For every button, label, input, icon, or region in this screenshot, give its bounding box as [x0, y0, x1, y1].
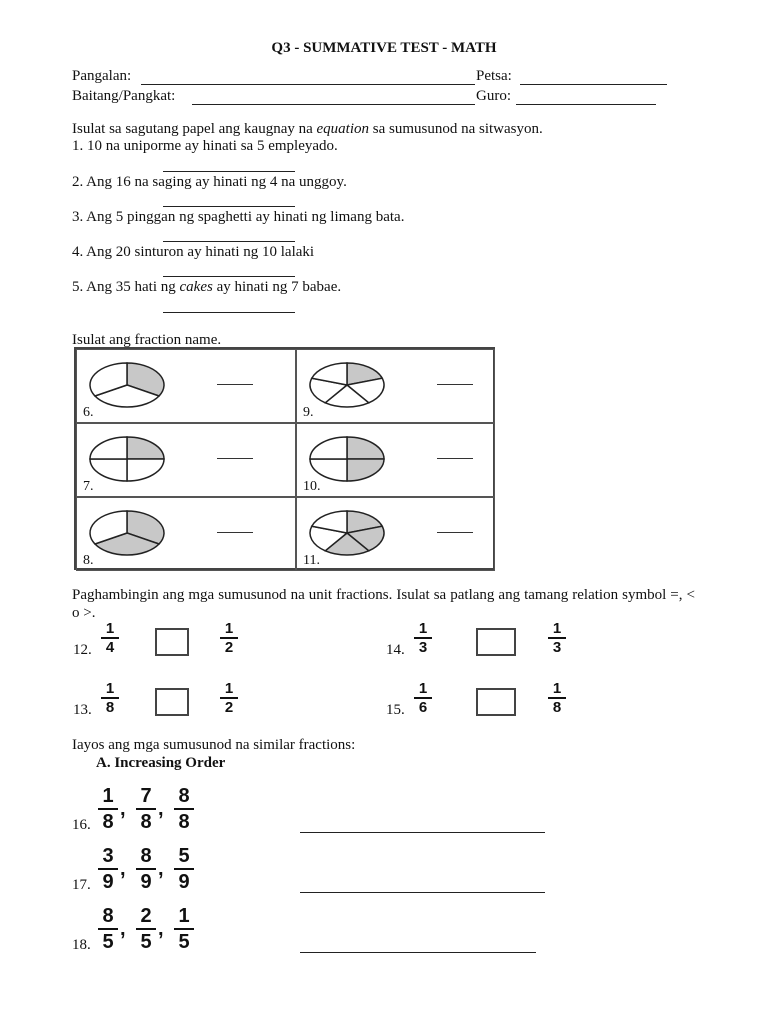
item-number: 6.	[83, 405, 94, 420]
fraction	[136, 906, 156, 952]
fraction-circle-icon	[85, 506, 169, 560]
unshaded-slice	[310, 459, 347, 481]
name-label: Pangalan:	[72, 68, 132, 84]
numerator: 3	[102, 845, 114, 867]
item-number: 7.	[83, 479, 94, 494]
comma-separator: ,	[120, 918, 126, 940]
fraction	[174, 786, 194, 832]
numerator: 1	[105, 680, 115, 697]
fraction-cell	[296, 497, 495, 571]
denominator: 3	[552, 639, 562, 656]
fraction-cell	[296, 423, 495, 497]
fraction	[98, 786, 118, 832]
date-label: Petsa:	[476, 68, 512, 84]
equation-item: 3. Ang 5 pinggan ng spaghetti ay hinati ng limang bata.	[72, 209, 405, 225]
comma-separator: ,	[120, 858, 126, 880]
fraction-cell	[296, 349, 495, 423]
fraction	[414, 681, 432, 715]
relation-symbol-box[interactable]	[476, 688, 516, 716]
denominator: 5	[102, 931, 114, 953]
unshaded-slice	[90, 459, 127, 481]
answer-line[interactable]	[300, 892, 545, 893]
section2-instruction: Isulat ang fraction name.	[72, 332, 222, 348]
fraction	[414, 621, 432, 655]
item-number: 9.	[303, 405, 314, 420]
numerator: 8	[102, 905, 114, 927]
page-title: Q3 - SUMMATIVE TEST - MATH	[271, 40, 497, 56]
fraction	[101, 681, 119, 715]
numerator: 1	[102, 785, 114, 807]
fraction-cell	[76, 349, 296, 423]
numerator: 1	[224, 680, 234, 697]
answer-line[interactable]	[163, 206, 295, 207]
relation-symbol-box[interactable]	[155, 688, 189, 716]
unshaded-slice	[90, 437, 127, 459]
section4-instruction: Iayos ang mga sumusunod na similar fractions:	[72, 737, 356, 753]
fraction-bar	[136, 808, 156, 810]
answer-line[interactable]	[300, 832, 545, 833]
denominator: 2	[224, 699, 234, 716]
relation-symbol-box[interactable]	[155, 628, 189, 656]
equation-item: 2. Ang 16 na saging ay hinati ng 4 na unggoy.	[72, 174, 347, 190]
answer-blank[interactable]	[217, 384, 253, 385]
item-number: 18.	[72, 937, 91, 953]
equation-item: 4. Ang 20 sinturon ay hinati ng 10 lalaki	[72, 244, 315, 260]
numerator: 1	[224, 620, 234, 637]
date-field[interactable]	[520, 84, 667, 85]
numerator: 1	[552, 620, 562, 637]
item-number: 8.	[83, 553, 94, 568]
fraction-bar	[136, 868, 156, 870]
denominator: 9	[102, 871, 114, 893]
fraction	[548, 621, 566, 655]
answer-line[interactable]	[300, 952, 536, 953]
shaded-slice	[347, 437, 384, 459]
fraction-circle-icon	[305, 432, 389, 486]
numerator: 1	[418, 620, 428, 637]
item-number: 13.	[73, 702, 92, 718]
shaded-slice	[127, 437, 164, 459]
fraction	[220, 681, 238, 715]
item-number: 11.	[303, 553, 320, 568]
answer-blank[interactable]	[437, 458, 473, 459]
comma-separator: ,	[158, 858, 164, 880]
numerator: 5	[178, 845, 190, 867]
denominator: 2	[224, 639, 234, 656]
fraction-bar	[136, 928, 156, 930]
denominator: 6	[418, 699, 428, 716]
relation-symbol-box[interactable]	[476, 628, 516, 656]
denominator: 5	[140, 931, 152, 953]
fraction	[136, 846, 156, 892]
equation-item: 1. 10 na uniporme ay hinati sa 5 empleyado.	[72, 138, 338, 154]
fraction	[98, 906, 118, 952]
denominator: 9	[178, 871, 190, 893]
denominator: 5	[178, 931, 190, 953]
numerator: 1	[105, 620, 115, 637]
numerator: 1	[418, 680, 428, 697]
equation-item: 5. Ang 35 hati ng cakes ay hinati ng 7 babae.	[72, 279, 342, 295]
answer-blank[interactable]	[437, 384, 473, 385]
fraction-cell	[76, 423, 296, 497]
fraction-circle-icon	[305, 506, 389, 560]
numerator: 8	[140, 845, 152, 867]
denominator: 9	[140, 871, 152, 893]
teacher-label: Guro:	[476, 88, 511, 104]
item-number: 15.	[386, 702, 405, 718]
fraction-circle-icon	[305, 358, 389, 412]
numerator: 8	[178, 785, 190, 807]
increasing-order-heading: A. Increasing Order	[96, 755, 226, 771]
denominator: 8	[140, 811, 152, 833]
comma-separator: ,	[120, 798, 126, 820]
grade-field[interactable]	[192, 104, 475, 105]
denominator: 4	[105, 639, 115, 656]
denominator: 3	[418, 639, 428, 656]
fraction	[101, 621, 119, 655]
teacher-field[interactable]	[516, 104, 656, 105]
denominator: 8	[105, 699, 115, 716]
fraction-bar	[174, 868, 194, 870]
unshaded-slice	[127, 459, 164, 481]
comma-separator: ,	[158, 798, 164, 820]
item-number: 14.	[386, 642, 405, 658]
numerator: 2	[140, 905, 152, 927]
answer-line[interactable]	[163, 276, 295, 277]
answer-blank[interactable]	[217, 532, 253, 533]
fraction-bar	[174, 808, 194, 810]
fraction-grid	[74, 347, 495, 570]
fraction	[136, 786, 156, 832]
numerator: 7	[140, 785, 152, 807]
shaded-slice	[347, 459, 384, 481]
fraction-bar	[98, 808, 118, 810]
numerator: 1	[178, 905, 190, 927]
name-field[interactable]	[141, 84, 475, 85]
unshaded-slice	[310, 437, 347, 459]
answer-blank[interactable]	[217, 458, 253, 459]
fraction-bar	[98, 928, 118, 930]
fraction	[220, 621, 238, 655]
item-number: 10.	[303, 479, 321, 494]
denominator: 8	[102, 811, 114, 833]
section3-instruction: Paghambingin ang mga sumusunod na unit fractions. Isulat sa patlang ang tamang relation symbol =, < o >.	[72, 587, 695, 621]
fraction	[98, 846, 118, 892]
item-number: 12.	[73, 642, 92, 658]
fraction-bar	[174, 928, 194, 930]
answer-line[interactable]	[163, 312, 295, 313]
fraction-circle-icon	[85, 358, 169, 412]
answer-line[interactable]	[163, 171, 295, 172]
section1-instruction: Isulat sa sagutang papel ang kaugnay na equation sa sumusunod na sitwasyon.	[72, 121, 543, 137]
fraction	[548, 681, 566, 715]
numerator: 1	[552, 680, 562, 697]
denominator: 8	[178, 811, 190, 833]
fraction-circle-icon	[85, 432, 169, 486]
denominator: 8	[552, 699, 562, 716]
fraction-bar	[98, 868, 118, 870]
item-number: 17.	[72, 877, 91, 893]
item-number: 16.	[72, 817, 91, 833]
grade-label: Baitang/Pangkat:	[72, 88, 176, 104]
answer-blank[interactable]	[437, 532, 473, 533]
fraction	[174, 846, 194, 892]
fraction	[174, 906, 194, 952]
comma-separator: ,	[158, 918, 164, 940]
answer-line[interactable]	[163, 241, 295, 242]
fraction-cell	[76, 497, 296, 571]
